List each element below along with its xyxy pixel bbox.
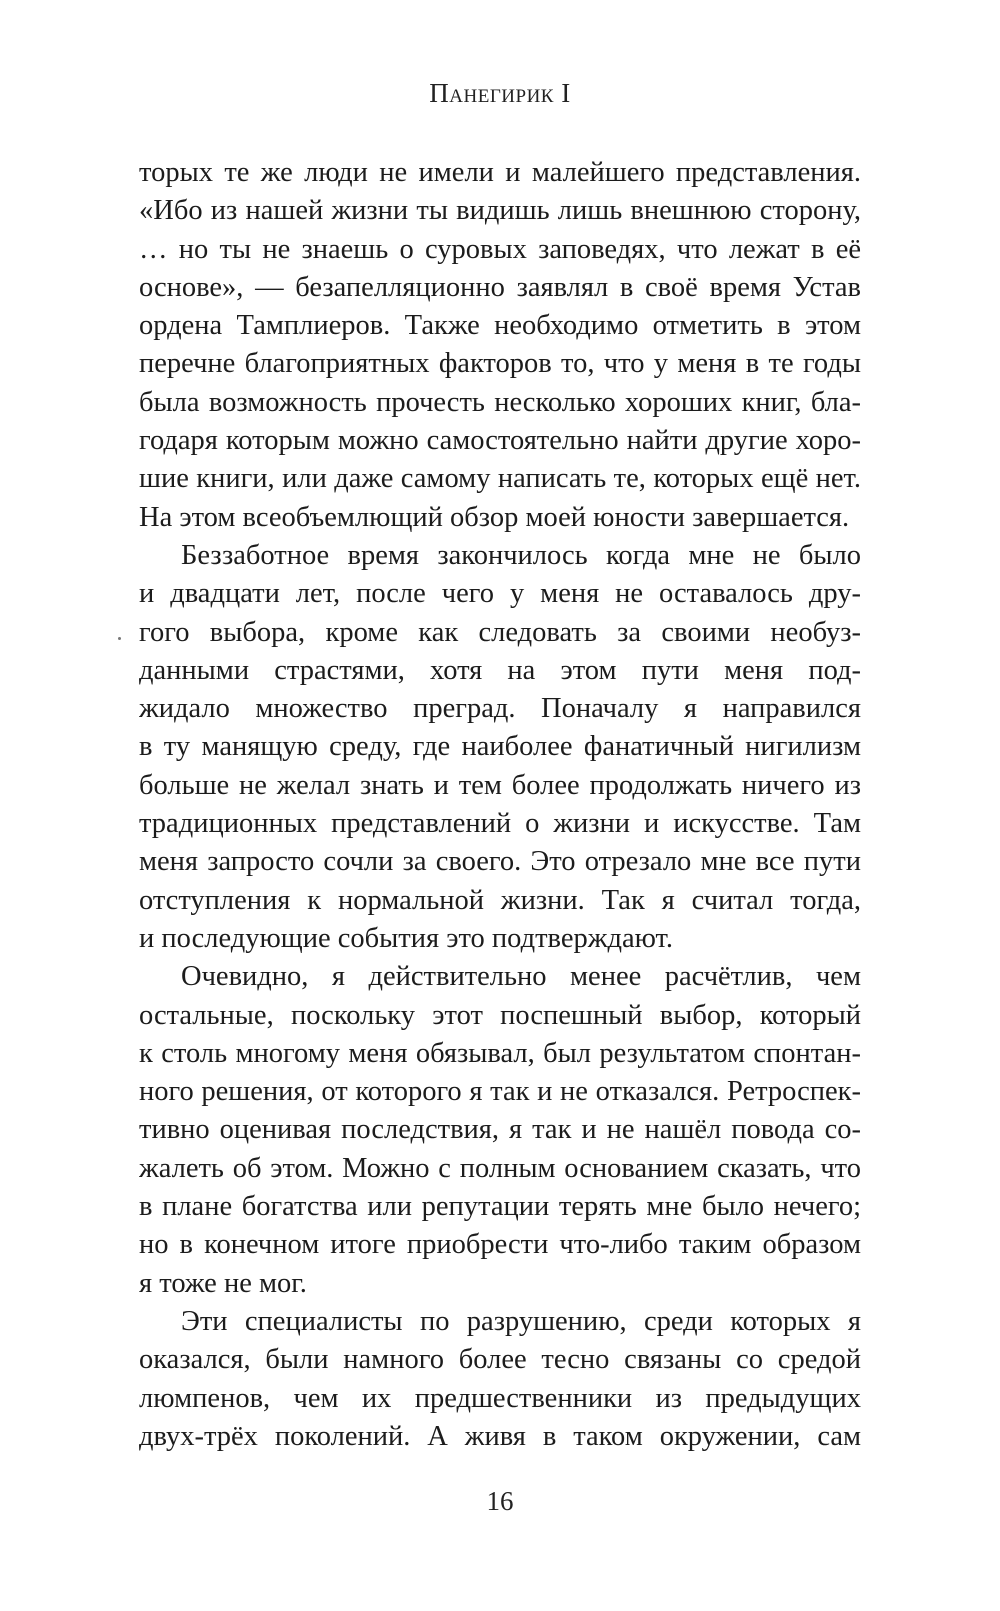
text-line: годаря которым можно самостоятельно найти другие хоро- [139, 425, 861, 457]
text-line: была возможность прочесть несколько хороших книг, бла- [139, 386, 861, 418]
text-line: и двадцати лет, после чего у меня не оставалось дру- [139, 578, 861, 610]
text-line: к столь многому меня обязывал, был результатом спонтан- [139, 1037, 861, 1069]
text-line: двух-трёх поколений. А живя в таком окружении, сам [139, 1420, 861, 1452]
text-line: жалеть об этом. Можно с полным основанием сказать, что [139, 1152, 861, 1184]
paragraph [139, 1303, 861, 1456]
paragraph [139, 537, 861, 958]
text-line: в плане богатства или репутации терять мне было нечего; [139, 1191, 861, 1223]
text-line: ного решения, от которого я так и не отказался. Ретроспек- [139, 1076, 861, 1108]
text-line: и последующие события это подтверждают. [139, 922, 673, 954]
text-line: оказался, были намного более тесно связаны со средой [139, 1344, 861, 1376]
text-line: шие книги, или даже самому написать те, которых ещё нет. [139, 463, 861, 495]
text-line: данными страстями, хотя на этом пути меня под- [139, 654, 861, 686]
text-line: Очевидно, я действительно менее расчётлив, чем [181, 961, 861, 993]
running-head: Панегирик I [429, 78, 571, 108]
text-line: люмпенов, чем их предшественники из предыдущих [139, 1382, 861, 1414]
text-line: традиционных представлений о жизни и искусстве. Там [139, 808, 861, 840]
text-line: «Ибо из нашей жизни ты видишь лишь внешнюю сторону, [139, 195, 861, 227]
text-line: Беззаботное время закончилось когда мне не было [181, 539, 861, 571]
text-line: На этом всеобъемлющий обзор моей юности завершается. [139, 501, 850, 533]
text-line: но в конечном итоге приобрести что-либо таким образом [139, 1229, 861, 1261]
text-line: отступления к нормальной жизни. Так я считал тогда, [139, 884, 861, 916]
text-line: в ту манящую среду, где наиболее фанатичный нигилизм [139, 731, 861, 763]
text-line: я тоже не мог. [139, 1267, 307, 1299]
text-line: больше не желал знать и тем более продолжать ничего из [139, 769, 861, 801]
text-line: остальные, поскольку этот поспешный выбор, который [139, 999, 861, 1031]
page-number: 16 [486, 1486, 514, 1516]
text-line: … но ты не знаешь о суровых заповедях, что лежат в её [139, 233, 861, 265]
print-speck [118, 637, 121, 640]
text-line: тивно оценивая последствия, я так и не нашёл повода со- [139, 1114, 861, 1146]
paragraph [139, 154, 861, 537]
paragraph [139, 958, 861, 1303]
text-line: торых те же люди не имели и малейшего представления. [139, 157, 861, 188]
body-text [139, 154, 861, 1456]
text-line: жидало множество преград. Поначалу я направился [139, 693, 861, 725]
text-line: перечне благоприятных факторов то, что у меня в те годы [139, 348, 861, 380]
text-line: ордена Тамплиеров. Также необходимо отметить в этом [139, 310, 861, 342]
text-line: гого выбора, кроме как следовать за своими необуз- [139, 616, 861, 648]
text-line: основе», — безапелляционно заявлял в своё время Устав [139, 271, 861, 303]
text-line: меня запросто сочли за своего. Это отрезало мне все пути [139, 846, 861, 878]
text-line: Эти специалисты по разрушению, среди которых я [181, 1305, 861, 1337]
